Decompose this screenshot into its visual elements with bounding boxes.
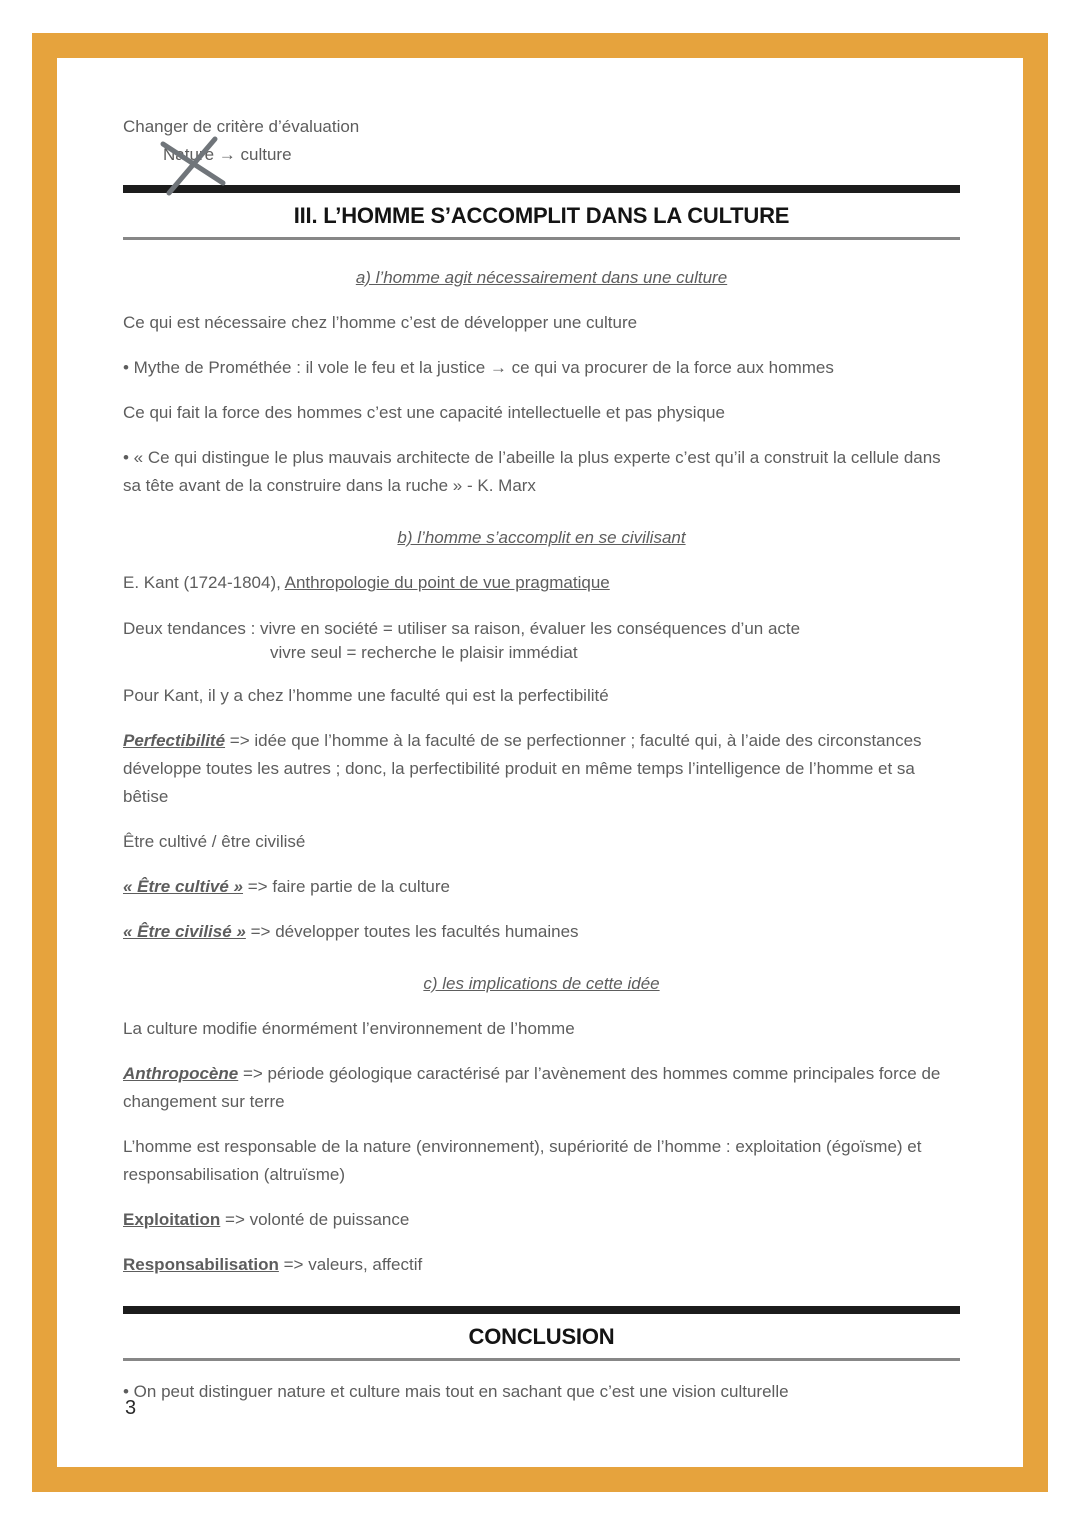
section-divider-top bbox=[123, 185, 960, 193]
definition-etre-civilise bbox=[123, 918, 960, 946]
crossed-word-text: Nature bbox=[163, 145, 215, 164]
kant-reference bbox=[123, 569, 960, 597]
crossed-out-word bbox=[163, 141, 214, 169]
tendances-paragraph bbox=[123, 617, 960, 665]
tendances-line-2: vivre seul = recherche le plaisir immédiat bbox=[270, 643, 578, 662]
definition-etre-cultive bbox=[123, 873, 960, 901]
definition-text: => idée que l’homme à la faculté de se perfectionner ; faculté qui, à l’aide des circonstances développe toutes les autres ; donc, la perfectibilité produit en même temps l’intelligence de l’homme et sa bêtise bbox=[123, 731, 922, 806]
arrow-icon: → bbox=[218, 145, 236, 164]
paragraph: Ce qui est nécessaire chez l’homme c’est de développer une culture bbox=[123, 313, 638, 332]
conclusion-divider-top bbox=[123, 1306, 960, 1314]
definition-text: => développer toutes les facultés humaines bbox=[250, 922, 579, 941]
definition-text: => période géologique caractérisé par l’avènement des hommes comme principales force de changement sur terre bbox=[123, 1064, 941, 1111]
intro-line-1: Changer de critère d’évaluation bbox=[123, 117, 360, 136]
subheading-a: a) l’homme agit nécessairement dans une culture bbox=[355, 268, 728, 287]
page-number: 3 bbox=[125, 1397, 137, 1419]
tendances-line-1: Deux tendances : vivre en société = utiliser sa raison, évaluer les conséquences d’un acte bbox=[123, 619, 801, 638]
definition-text: => faire partie de la culture bbox=[247, 877, 450, 896]
bullet-quote-paragraph: • « Ce qui distingue le plus mauvais architecte de l’abeille la plus experte c’est qu’il a construit la cellule dans sa tête avant de la construire dans la ruche » - K. Marx bbox=[123, 448, 941, 495]
conclusion-divider-bottom bbox=[123, 1358, 960, 1361]
bullet-paragraph: • Mythe de Prométhée : il vole le feu et la justice → ce qui va procurer de la force aux hommes bbox=[123, 358, 834, 377]
definition-term: « Être civilisé » bbox=[123, 922, 246, 941]
kant-author: E. Kant (1724-1804), bbox=[123, 573, 281, 592]
definition-text: => volonté de puissance bbox=[225, 1210, 410, 1229]
definition-text: => valeurs, affectif bbox=[283, 1255, 423, 1274]
page-border-frame bbox=[32, 33, 1048, 1492]
subheading-c: c) les implications de cette idée bbox=[423, 974, 660, 993]
kant-book-title: Anthropologie du point de vue pragmatique bbox=[284, 573, 610, 592]
conclusion-title: CONCLUSION bbox=[468, 1324, 615, 1349]
definition-anthropocene bbox=[123, 1060, 960, 1116]
subheading-b: b) l’homme s’accomplit en se civilisant bbox=[397, 528, 686, 547]
definition-responsabilisation bbox=[123, 1251, 960, 1279]
paragraph: L’homme est responsable de la nature (environnement), supériorité de l’homme : exploitation (égoïsme) et responsabilisation (altruïsme) bbox=[123, 1137, 922, 1184]
paragraph: Être cultivé / être civilisé bbox=[123, 832, 306, 851]
definition-exploitation bbox=[123, 1206, 960, 1234]
section-divider-bottom bbox=[123, 237, 960, 240]
section-title: III. L’HOMME S’ACCOMPLIT DANS LA CULTURE bbox=[293, 203, 790, 228]
definition-term: Perfectibilité bbox=[123, 731, 226, 750]
intro-line-2 bbox=[123, 141, 960, 169]
definition-perfectibilite bbox=[123, 727, 960, 811]
page-content bbox=[57, 58, 1023, 1406]
definition-term: « Être cultivé » bbox=[123, 877, 244, 896]
intro-note bbox=[123, 113, 960, 169]
intro-destination: culture bbox=[240, 145, 292, 164]
paragraph: La culture modifie énormément l’environnement de l’homme bbox=[123, 1019, 575, 1038]
definition-term: Responsabilisation bbox=[123, 1255, 279, 1274]
paragraph: Ce qui fait la force des hommes c’est une capacité intellectuelle et pas physique bbox=[123, 403, 725, 422]
paragraph: Pour Kant, il y a chez l’homme une faculté qui est la perfectibilité bbox=[123, 686, 609, 705]
definition-term: Exploitation bbox=[123, 1210, 221, 1229]
definition-term: Anthropocène bbox=[123, 1064, 239, 1083]
conclusion-bullet: • On peut distinguer nature et culture mais tout en sachant que c’est une vision culturelle bbox=[123, 1382, 789, 1401]
